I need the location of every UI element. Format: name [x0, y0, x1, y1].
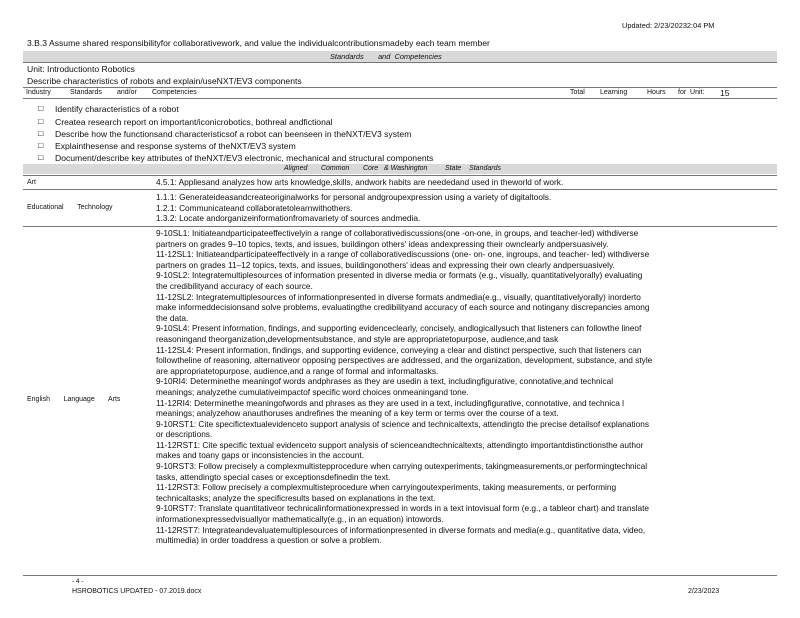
ela-standard-line: multimedia) in order toaddress a question or solve a problem.: [156, 535, 382, 546]
ela-standard-line: 9-10SL4: Present information, findings, and supporting evidenceclearly, concisely, andlogicallysuch that listeners can followthe lineof: [156, 323, 642, 334]
checkbox-icon: □: [38, 116, 44, 126]
ela-standard-line: 9-10SL1: Initiateandparticipateeffectivelyin a range of collaborativediscussions(one -on-one, in groups, and teacher-led) withdiverse: [156, 228, 639, 238]
unit-title: Unit: Introductionto Robotics: [27, 64, 135, 74]
ela-standard-line: informationexpressedvisuallyor mathematically(e.g., in an equation) intowords.: [156, 514, 444, 525]
standard-heading: 3.B.3 Assume shared responsibilityfor collaborativework, and value the individualcontributionsmadeby each team member: [27, 38, 490, 48]
ela-standard-line: partners on grades 11–12 topics, texts, and issues, buildingonothers' ideas and expressing their own clearly andpersuasively.: [156, 259, 615, 270]
art-label: Art: [27, 179, 36, 186]
list-item: Explainthesense and response systems of theNXT/EV3 system: [55, 141, 296, 151]
ela-standard-line: 11-12RST1: Cite specific textual evidenceto support analysis of scienceandtechnicaltexts, attendingto importantdistinctionsthe author: [156, 439, 644, 450]
ela-standard-line: the credibilityand accuracy of each source.: [156, 280, 313, 291]
aligned-standards-label: Aligned Common Core & Washington State Standards: [284, 165, 501, 172]
industry-label: Industry: [26, 89, 51, 96]
list-item: Createa research report on important/iconicrobotics, bothreal andfictional: [55, 117, 333, 127]
checkbox-icon: □: [38, 152, 44, 162]
ela-standard-line: meanings; analyzethe cumulativeimpactof specific word choices onmeaningand tone.: [156, 386, 469, 397]
checkbox-icon: □: [38, 103, 44, 113]
ela-standard-line: 9-10RST1: Cite specifictextualevidenceto support analysis of science and technicaltexts, attendingto the precise detailsof explanations: [156, 418, 650, 429]
ela-standard-line: technicaltasks; analyze the specificresults based on explanations in the text.: [156, 492, 436, 503]
ela-standard-line: 9-10RST3: Follow precisely a complexmultistepprocedure when carrying outexperiments, takingmeasurements,or performingtechnical: [156, 461, 648, 472]
learning-label: Learning: [600, 89, 628, 96]
ela-standard-line: 11-12RST7: Integrateandevaluatemultiplesources of informationpresented in diverse formats and media(e.g., quantitative data, video,: [156, 524, 646, 535]
ela-standard-line: reasoningand theorganization,developmentsubstance, and style are appropriatetopurpose, audience,and task: [156, 333, 559, 344]
edtech-standard: 1.3.2: Locate andorganizeinformationfromavariety of sources andmedia.: [156, 213, 421, 224]
footer-date: 2/23/2023: [688, 588, 720, 595]
total-label: Total: [570, 89, 585, 96]
updated-timestamp: Updated: 2/23/20232:04 PM: [622, 21, 715, 30]
list-item: Document/describe key attributes of theNXT/EV3 electronic, mechanical and structural components: [55, 153, 434, 163]
ela-standard-line: meanings; analyzehow anauthoruses andrefines the meaning of a key term or terms over the course of a text.: [156, 408, 559, 419]
ela-standard-line: followtheline of reasoning, alternativeor opposing perspectives are addressed, and the organization, development, substance, and style: [156, 355, 653, 366]
ela-standard-line: 9-10RST7: Translate quantitativeor technicalinformationexpressed in words in a text intovisual form (e.g., a tableor chart) and translate: [156, 503, 649, 514]
ela-standard-line: 11-12SL2: Integratemultiplesources of informationpresented in diverse formats andmedia(e.g., visually, quantitativelyorally) inorderto: [156, 291, 641, 302]
ela-standard-line: 11-12RST3: Follow precisely a complexmultisteprocedure when carryingoutexperiments, taking measurements, or performing: [156, 482, 617, 493]
unit-description: Describe characteristics of robots and explain/useNXT/EV3 components: [27, 76, 302, 86]
ela-standard-line: the data.: [156, 312, 189, 323]
checkbox-icon: □: [38, 140, 44, 150]
list-item: Identify characteristics of a robot: [55, 104, 179, 114]
ela-standard-line: 11-12RI4: Determinethe meaningofwords and phrases as they are used in a text, includingfigurative, connotative, and technica l: [156, 397, 624, 408]
ela-standard-line: 11-12SL1: Initiateandparticipateeffectively in a range of collaborativediscussions (one- on- one, ingroups, and teacher- led) withdiverse: [156, 249, 650, 260]
edtech-standards: [156, 192, 551, 224]
standards-bar-label: Standards and Competencies: [330, 52, 442, 61]
ela-standard-line: makes and toany gaps or inconsistencies in the account.: [156, 450, 365, 461]
ela-standard-line: are appropriatetopurpose, audience,and a range of formal and informaltasks.: [156, 365, 439, 376]
ela-standards: [156, 228, 652, 546]
ela-standard-line: tasks, attendingto special cases or exceptionsdefinedin the text.: [156, 471, 391, 482]
ela-standard-line: 9-10SL2: Integratemultiplesources of information presented in diverse media or formats (e.g., visually, quantitativelyorally) evaluating: [156, 270, 643, 281]
standards-label: Standards: [70, 89, 102, 96]
competencies-label: Competencies: [152, 89, 197, 96]
ela-standard-line: 11-12SL4: Present information, findings, and supporting evidence, conveying a clear and distinct perspective, such that listeners can: [156, 344, 642, 355]
checkbox-icon: □: [38, 128, 44, 138]
page-number: - 4 -: [72, 578, 84, 585]
for-unit-label: for Unit:: [678, 89, 705, 96]
art-standard: 4.5.1: Appliesand analyzes how arts knowledge,skills, andwork habits are neededand used in theworld of work.: [156, 177, 564, 187]
learning-hours-value: 15: [720, 88, 730, 98]
ela-standard-line: make informeddecisionsand solve problems, evaluatingthe credibilityand accuracy of each source and notingany discrepancies among: [156, 302, 650, 313]
edtech-standard: 1.2.1: Communicateand collaboratetolearnwithothers.: [156, 202, 353, 213]
edtech-standard: 1.1.1: Generateideasandcreateoriginalworks for personal andgroupexpression using a variety of digitaltools.: [156, 192, 552, 202]
list-item: Describe how the functionsand characteristicsof a robot can beenseen in theNXT/EV3 system: [55, 129, 412, 139]
ela-standard-line: 9-10RI4: Determinethe meaningof words andphrases as they are usedin a text, includingfigurative, connotative,and technical: [156, 376, 614, 387]
andor-label: and/or: [117, 89, 137, 96]
edtech-label: Educational Technology: [27, 204, 113, 211]
hours-label: Hours: [647, 89, 666, 96]
file-name: HSROBOTICS UPDATED - 07.2019.docx: [72, 588, 202, 595]
ela-standard-line: partners on grades 9–10 topics, texts, and issues, buildingon others' ideas andexpressing their ownclearly andpersuasively.: [156, 238, 609, 249]
ela-label: English Language Arts: [27, 396, 121, 403]
ela-standard-line: or descriptions.: [156, 429, 213, 440]
